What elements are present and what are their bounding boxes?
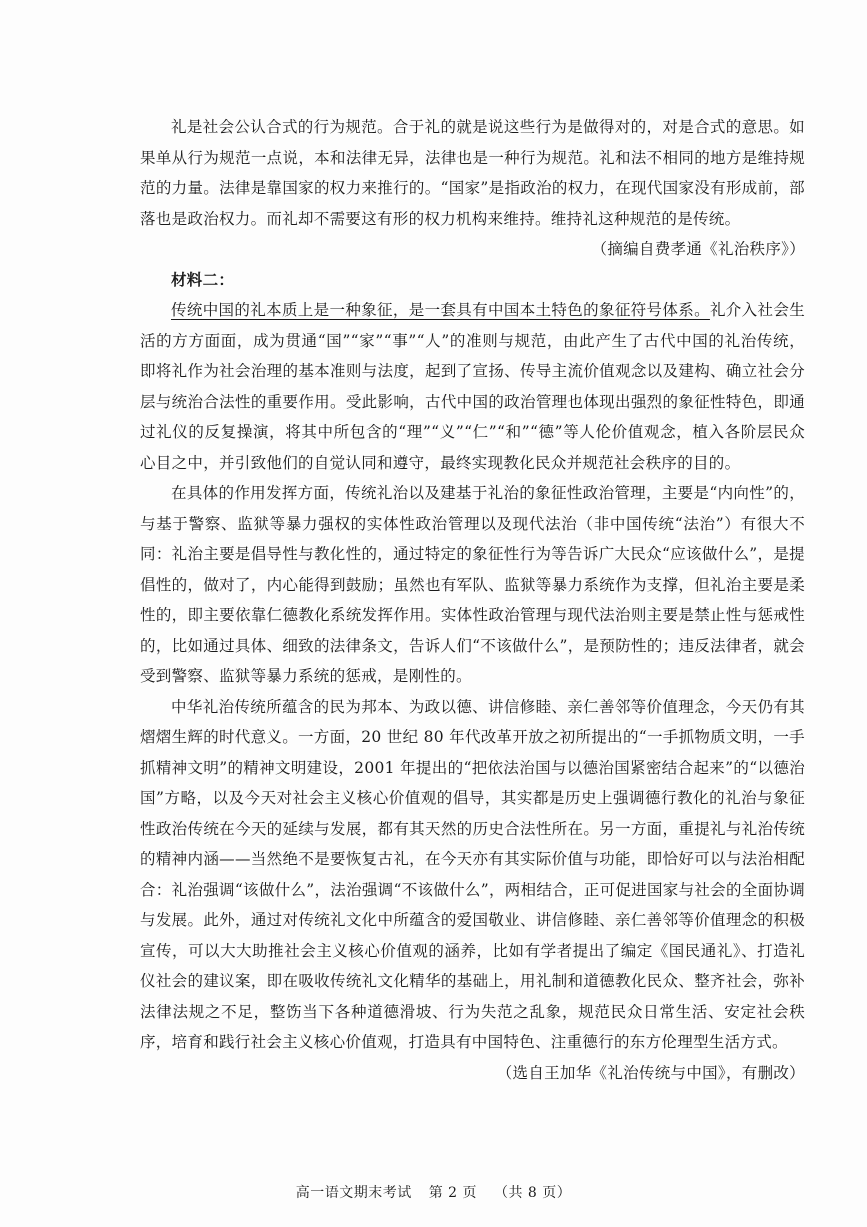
source-citation-2: （选自王加华《礼治传统与中国》，有删改） <box>496 1063 805 1082</box>
paragraph-3: 在具体的作用发挥方面，传统礼治以及建基于礼治的象征性政治管理，主要是“内向性”的，与基于警察、监狱等暴力强权的实体性政治管理以及现代法治（非中国传统“法治”）有很大不同：礼治主要是倡导性与教化性的，通过特定的象征性行为等告诉广大民众“应该做什么”，是提倡性的，做对了，内心能得到鼓励；虽然也有军队、监狱等暴力系统作为支撑，但礼治主要是柔性的，即主要依靠仁德教化系统发挥作用。实体性政治管理与现代法治则主要是禁止性与惩戒性的，比如通过具体、细致的法律条文，告诉人们“不该做什么”，是预防性的；违反法律者，就会受到警察、监狱等暴力系统的惩戒，是刚性的。 <box>140 484 805 685</box>
paragraph-4: 中华礼治传统所蕴含的民为邦本、为政以德、讲信修睦、亲仁善邻等价值理念，今天仍有其熠熠生辉的时代意义。一方面，20 世纪 80 年代改革开放之初所提出的“一手抓物质文明，一手抓精神文明”的精神文明建设，2001 年提出的“把依法治国与以德治国紧密结合起来”的“以德治国”方略，以及今天对社会主义核心价值观的倡导，其实都是历史上强调德行教化的礼治与象征性政治传统在今天的延续与发展，都有其天然的历史合法性所在。另一方面，重提礼与礼治传统的精神内涵——当然绝不是要恢复古礼，在今天亦有其实际价值与功能，即恰好可以与法治相配合：礼治强调“该做什么”，法治强调“不该做什么”，两相结合，正可促进国家与社会的全面协调与发展。此外，通过对传统礼文化中所蕴含的爱国敬业、讲信修睦、亲仁善邻等价值理念的积极宣传，可以大大助推社会主义核心价值观的涵养，比如有学者提出了编定《国民通礼》、打造礼仪社会的建议案，即在吸收传统礼文化精华的基础上，用礼制和道德教化民众、整齐社会，弥补法律法规之不足，整饬当下各种道德滑坡、行为失范之乱象，规范民众日常生活、安定社会秩序，培育和践行社会主义核心价值观，打造具有中国特色、注重德行的东方伦理型生活方式。 <box>140 697 805 1051</box>
material-2-heading: 材料二： <box>171 269 235 289</box>
footer-exam-name: 高一语文期末考试 <box>295 1185 412 1201</box>
paragraph-2 <box>140 295 805 478</box>
footer-page-number: 第 2 页 <box>428 1185 477 1201</box>
paragraph-1: 礼是社会公认合式的行为规范。合于礼的就是说这些行为是做得对的，对是合式的意思。如果单从行为规范一点说，本和法律无异，法律也是一种行为规范。礼和法不相同的地方是维持规范的力量。法律是靠国家的权力来推行的。“国家”是指政治的权力，在现代国家没有形成前，部落也是政治权力。而礼却不需要这有形的权力机构来维持。维持礼这种规范的是传统。 <box>140 118 805 228</box>
footer-total-pages: （共 8 页） <box>493 1185 572 1201</box>
paragraph-2-rest: 礼介入社会生活的方方面面，成为贯通“国”“家”“事”“人”的准则与规范，由此产生了古代中国的礼治传统，即将礼作为社会治理的基本准则与法度，起到了宣扬、传导主流价值观念以及建构、确立社会分层与统治合法性的重要作用。受此影响，古代中国的政治管理也体现出强烈的象征性特色，即通过礼仪的反复操演，将其中所包含的“理”“义”“仁”“和”“德”等人伦价值观念，植入各阶层民众心目之中，并引致他们的自觉认同和遵守，最终实现教化民众并规范社会秩序的目的。 <box>140 301 805 472</box>
source-citation-1: （摘编自费孝通《礼治秩序》） <box>591 240 805 258</box>
underlined-sentence: 传统中国的礼本质上是一种象征，是一套具有中国本土特色的象征符号体系。 <box>171 301 710 319</box>
page-footer <box>0 1182 867 1202</box>
page-content <box>140 112 805 1088</box>
